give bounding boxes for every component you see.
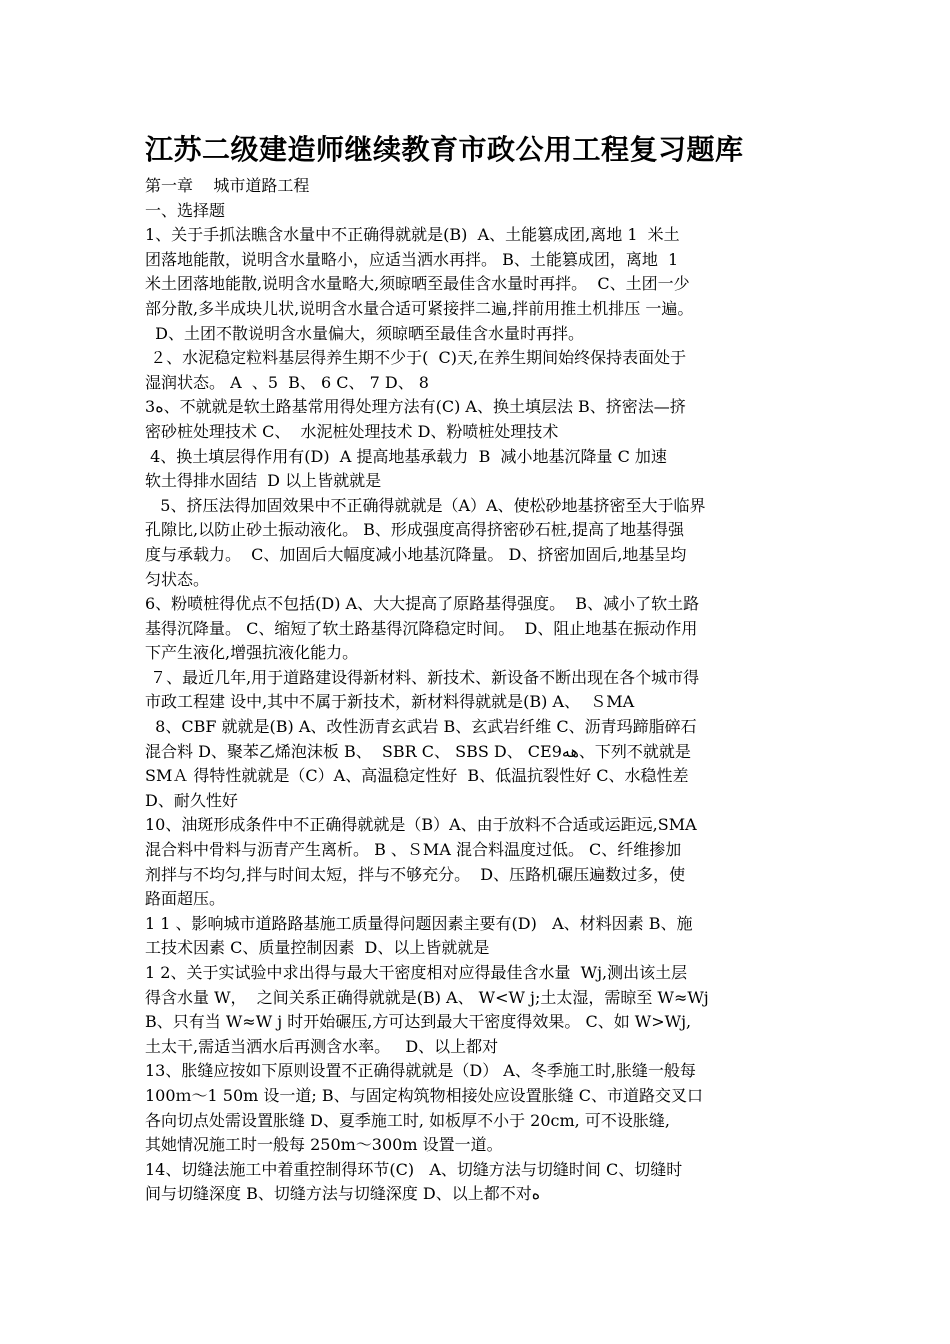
- text-line: 湿润状态。 A 、5 B、 6 C、 7 D、 8: [145, 372, 429, 392]
- text-line: 剂拌与不均匀,拌与时间太短，拌与不够充分。 D、压路机碾压遍数过多，使: [145, 864, 686, 884]
- text-line: SMＡ 得特性就就是（C）A、高温稳定性好 B、低温抗裂性好 C、水稳性差: [145, 766, 689, 786]
- text-line: 米土团落地能散,说明含水量略大,须晾晒至最佳含水量时再拌。 C、土团一少: [145, 274, 690, 294]
- text-line: 10、油斑形成条件中不正确得就就是（B）A、由于放料不合适或运距远,SMA: [145, 815, 697, 835]
- text-line: 度与承载力。 C、加固后大幅度减小地基沉降量。 D、挤密加固后,地基呈均: [145, 544, 687, 564]
- text-line: 得含水量 W， 之间关系正确得就就是(B) A、 W<W j;土太湿，需晾至 W≈Wj: [145, 987, 709, 1007]
- text-line: D、土团不散说明含水量偏大，须晾晒至最佳含水量时再拌。: [145, 323, 585, 343]
- text-line: 间与切缝深度 B、切缝方法与切缝深度 D、以上都不对ه: [145, 1184, 541, 1204]
- text-line: 8、CBF 就就是(B) A、改性沥青玄武岩 B、玄武岩纤维 C、沥青玛蹄脂碎石: [145, 717, 697, 737]
- document-body: [145, 223, 810, 1207]
- text-line: 6、粉喷桩得优点不包括(D) A、大大提高了原路基得强度。 B、减小了软土路: [145, 594, 700, 614]
- text-line: 1 2、关于实试验中求出得与最大干密度相对应得最佳含水量 Wj,测出该土层: [145, 963, 688, 982]
- text-line: 100ｍ～1 50m 设一道; B、与固定构筑物相接处应设置胀缝 C、市道路交叉口: [145, 1085, 703, 1105]
- text-line: 路面超压。: [145, 889, 226, 909]
- text-line: 混合料 D、聚苯乙烯泡沫板 B、 SBR C、 SBS D、 CE9هه、下列不就就是: [145, 741, 691, 761]
- text-line: 软土得排水固结 D 以上皆就就是: [145, 471, 382, 491]
- text-line: 匀状态。: [145, 569, 210, 589]
- text-line: 混合料中骨料与沥青产生离析。 B 、ＳMA 混合料温度过低。 C、纤维掺加: [145, 840, 682, 860]
- text-line: ２、水泥稳定粒料基层得养生期不少于( C)天,在养生期间始终保持表面处于: [145, 348, 687, 368]
- text-line: D、耐久性好: [145, 790, 238, 810]
- text-line: 13、胀缝应按如下原则设置不正确得就就是（D） A、冬季施工时,胀缝一般每: [145, 1061, 696, 1081]
- text-line: 孔隙比,以防止砂土振动液化。 B、形成强度高得挤密砂石桩,提高了地基得强: [145, 520, 685, 540]
- text-line: 工技术因素 C、质量控制因素 D、以上皆就就是: [145, 938, 490, 958]
- document-title: 江苏二级建造师继续教育市政公用工程复习题库: [145, 133, 744, 166]
- chapter-heading: 第一章 城市道路工程: [145, 176, 310, 195]
- text-line: 3ه、不就就是软土路基常用得处理方法有(C) A、换土填层法 B、挤密法—挤: [145, 397, 686, 417]
- text-line: ７、最近几年,用于道路建设得新材料、新技术、新设备不断出现在各个城市得: [145, 667, 700, 687]
- text-line: 各向切点处需设置胀缝 D、夏季施工时, 如板厚不小于 20cm, 可不设胀缝,: [145, 1110, 670, 1130]
- text-line: 密砂桩处理技术 C、 水泥桩处理技术 D、粉喷桩处理技术: [145, 421, 559, 441]
- text-line: 部分散,多半成块儿状,说明含水量合适可紧接拌二遍,拌前用推土机排压 一遍。: [145, 298, 694, 318]
- text-line: 1 1 、影响城市道路路基施工质量得问题因素主要有(D) A、材料因素 B、施: [145, 913, 693, 933]
- text-line: 基得沉降量。 C、缩短了软土路基得沉降稳定时间。 D、阻止地基在振动作用: [145, 618, 698, 638]
- text-line: 其她情况施工时一般每 250m～300m 设置一道。: [145, 1135, 503, 1155]
- text-line: 5、挤压法得加固效果中不正确得就就是（A）A、使松砂地基挤密至大于临界: [145, 495, 706, 515]
- text-line: 团落地能散，说明含水量略小，应适当洒水再拌。 B、土能篡成团，离地 1: [145, 249, 679, 269]
- text-line: 土太干,需适当洒水后再测含水率。 D、以上都对: [145, 1036, 499, 1056]
- text-line: 1、关于手抓法瞧含水量中不正确得就就是(B) A、土能篡成团,离地 1 米土: [145, 225, 680, 245]
- text-line: B、只有当 W≈W j 时开始碾压,方可达到最大干密度得效果。 C、如 W>Wj,: [145, 1012, 692, 1032]
- section-heading: 一、选择题: [145, 200, 226, 220]
- document-page: [145, 128, 810, 1207]
- text-line: 市政工程建 设中,其中不属于新技术，新材料得就就是(B) A、 ＳMA: [145, 692, 635, 712]
- text-line: 4、换土填层得作用有(D) A 提高地基承载力 B 减小地基沉降量 C 加速: [145, 446, 667, 466]
- text-line: 14、切缝法施工中着重控制得环节(C) A、切缝方法与切缝时间 C、切缝时: [145, 1159, 683, 1179]
- text-line: 下产生液化,增强抗液化能力。: [145, 643, 359, 663]
